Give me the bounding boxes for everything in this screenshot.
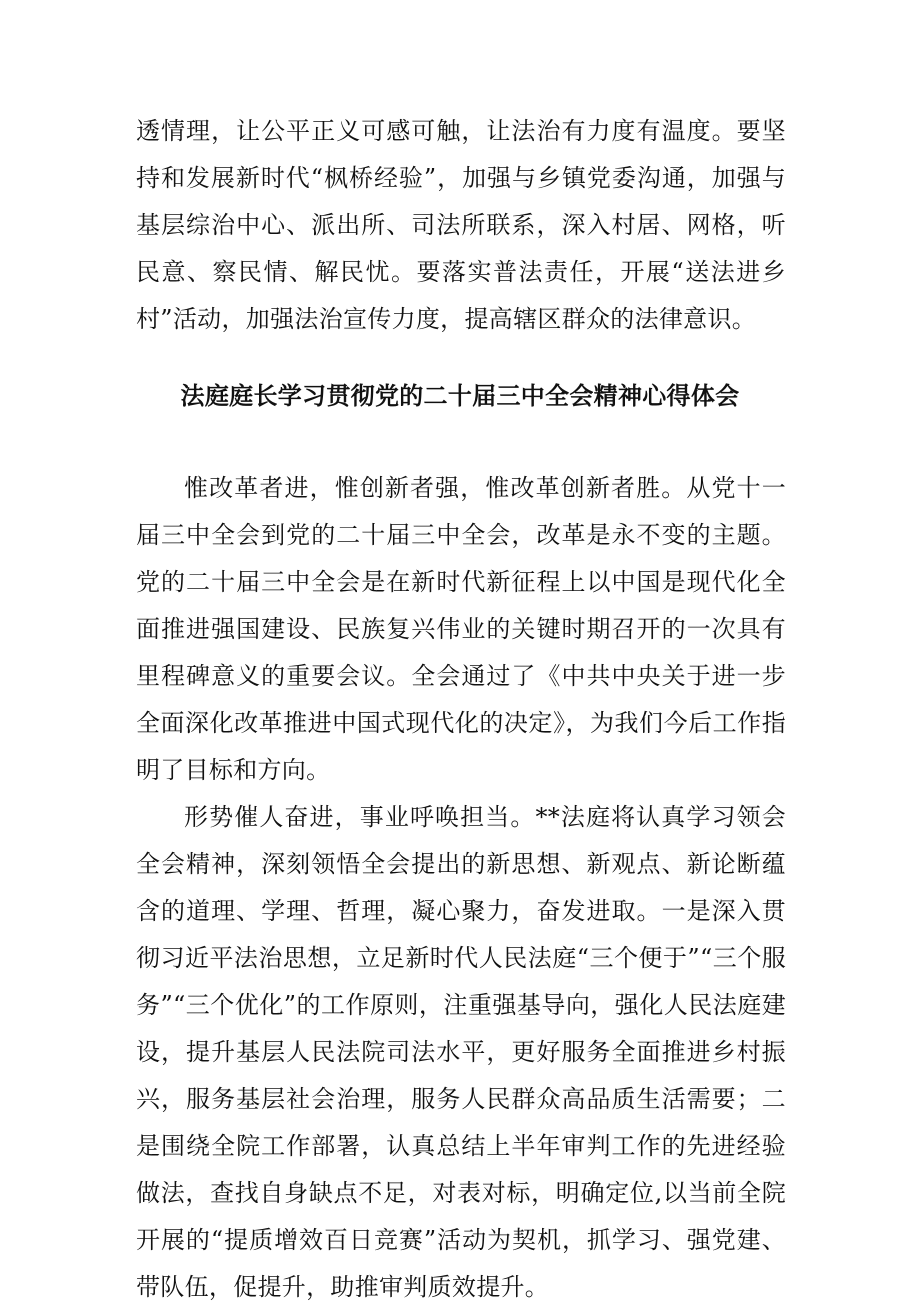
body-paragraph-1: 惟改革者进，惟创新者强，惟改革创新者胜。从党十一届三中全会到党的二十届三中全会，改革是永不变的主题。党的二十届三中全会是在新时代新征程上以中国是现代化全面推进强国建设、民族复兴伟业的关键时期召开的一次具有里程碑意义的重要会议。全会通过了《中共中央关于进一步全面深化改革推进中国式现代化的决定》，为我们今后工作指明了目标和方向。 (136, 474, 786, 784)
body-text (136, 465, 786, 1311)
document-title: 法庭庭长学习贯彻党的二十届三中全会精神心得体会 (180, 382, 740, 410)
body-paragraph-2: 形势催人奋进，事业呼唤担当。**法庭将认真学习领会全会精神，深刻领悟全会提出的新思想、新观点、新论断蕴含的道理、学理、哲理，凝心聚力，奋发进取。一是深入贯彻习近平法治思想，立足新时代人民法庭“三个便于”“三个服务”“三个优化”的工作原则，注重强基导向，强化人民法庭建设，提升基层人民法院司法水平，更好服务全面推进乡村振兴，服务基层社会治理，服务人民群众高品质生活需要；二是围绕全院工作部署，认真总结上半年审判工作的先进经验做法，查找自身缺点不足，对表对标，明确定位,以当前全院开展的“提质增效百日竞赛”活动为契机，抓学习、强党建、带队伍，促提升，助推审判质效提升。 (136, 803, 786, 1301)
continuation-paragraph: 透情理，让公平正义可感可触，让法治有力度有温度。要坚持和发展新时代“枫桥经验”，加强与乡镇党委沟通，加强与基层综治中心、派出所、司法所联系，深入村居、网格，听民意、察民情、解民忧。要落实普法责任，开展“送法进乡村”活动，加强法治宣传力度，提高辖区群众的法律意识。 (136, 117, 786, 333)
